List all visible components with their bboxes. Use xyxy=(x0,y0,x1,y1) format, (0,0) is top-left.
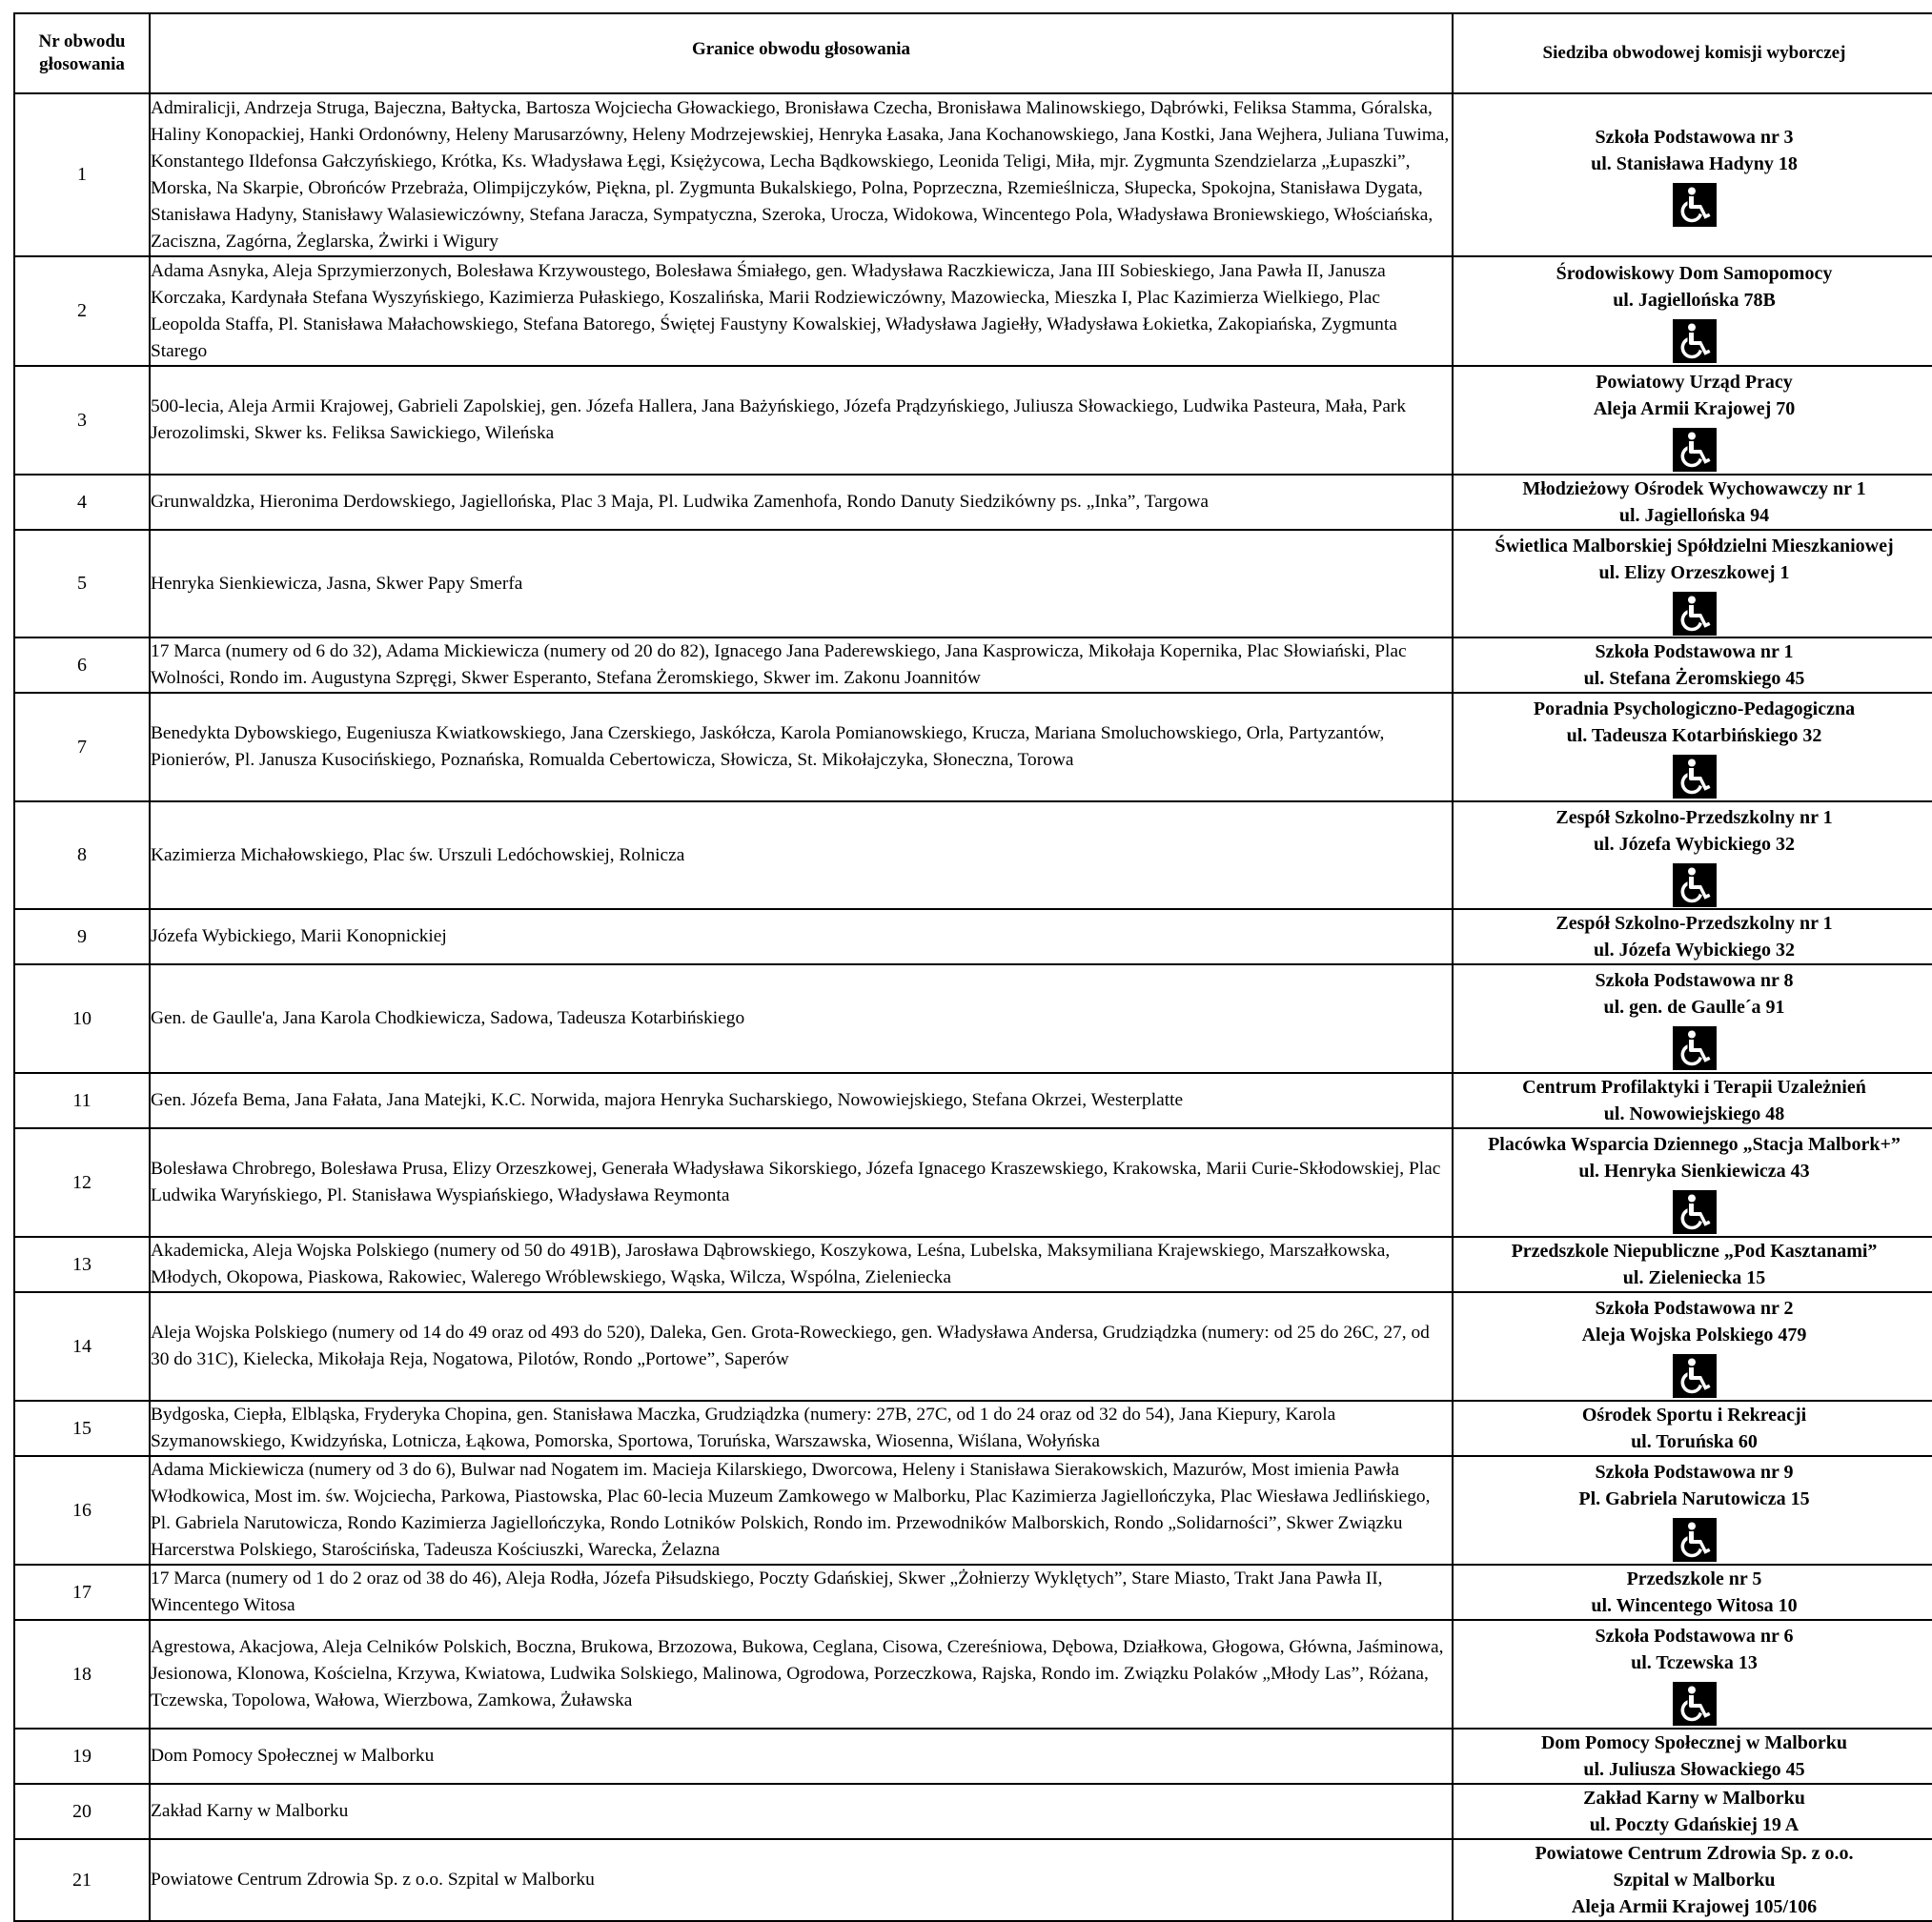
seat-address: ul. gen. de Gaulle´a 91 xyxy=(1603,997,1785,1018)
district-number: 3 xyxy=(14,366,150,475)
district-number: 2 xyxy=(14,256,150,366)
table-row xyxy=(14,1237,1932,1292)
seat-address: ul. Jagiellońska 78B xyxy=(1613,289,1776,311)
table-row xyxy=(14,1292,1932,1401)
district-streets: 17 Marca (numery od 6 do 32), Adama Mickiewicza (numery od 20 do 82), Ignacego Jana Paderewskiego, Jana Kasprowicza, Mikołaja Kopernika, Plac Słowiański, Plac Wolności, Rondo im. Augustyna Szpręgi, Skwer Esperanto, Stefana Żeromskiego, Skwer im. Zakonu Joannitów xyxy=(150,637,1453,693)
voting-districts-table xyxy=(13,12,1932,1922)
district-streets: Admiralicji, Andrzeja Struga, Bajeczna, Bałtycka, Bartosza Wojciecha Głowackiego, Bronisława Czecha, Bronisława Malinowskiego, Dąbrówki, Feliksa Stamma, Góralska, Haliny Konopackiej, Hanki Ordonówny, Heleny Marusarzówny, Heleny Modrzejewskiej, Henryka Łasaka, Jana Kochanowskiego, Jana Kostki, Jana Wejhera, Juliana Tuwima, Konstantego Ildefonsa Gałczyńskiego, Krótka, Ks. Władysława Łęgi, Księżycowa, Lecha Bądkowskiego, Leonida Teligi, Miła, mjr. Zygmunta Szendzielarza „Łupaszki”, Morska, Na Skarpie, Obrońców Przebraża, Olimpijczyków, Piękna, pl. Zygmunta Bukalskiego, Polna, Poprzeczna, Rzemieślnicza, Słupecka, Spokojna, Stanisława Dygata, Stanisława Hadyny, Stanisławy Walasiewiczówny, Stefana Jaracza, Sympatyczna, Szeroka, Urocza, Widokowa, Wincentego Pola, Władysława Broniewskiego, Włościańska, Zaciszna, Zagórna, Żeglarska, Żwirki i Wigury xyxy=(150,93,1453,256)
table-body xyxy=(14,93,1932,1921)
seat-address: ul. Nowowiejskiego 48 xyxy=(1603,1103,1785,1124)
district-streets: Adama Mickiewicza (numery od 3 do 6), Bulwar nad Nogatem im. Macieja Kilarskiego, Dworcowa, Heleny i Stanisława Sierakowskich, Mazurów, Most imienia Pawła Włodkowica, Most im. św. Wojciecha, Parkowa, Piastowska, Plac 60-lecia Muzeum Zamkowego w Malborku, Plac Kazimierza Jagiellończyka, Plac Wiesława Jedlińskiego, Pl. Gabriela Narutowicza, Rondo Kazimierza Jagiellończyka, Rondo Lotników Polskich, Rondo im. Przewodników Malborskich, Rondo „Solidarności”, Skwer Związku Harcerstwa Polskiego, Starościńska, Tadeusza Kościuszki, Warecka, Żelazna xyxy=(150,1456,1453,1565)
table-row xyxy=(14,909,1932,964)
district-number: 17 xyxy=(14,1565,150,1620)
wheelchair-icon xyxy=(1673,1354,1717,1398)
district-streets: Józefa Wybickiego, Marii Konopnickiej xyxy=(150,909,1453,964)
district-streets: Benedykta Dybowskiego, Eugeniusza Kwiatkowskiego, Jana Czerskiego, Jaskółcza, Karola Pomianowskiego, Krucza, Mariana Smoluchowskiego, Orla, Partyzantów, Pionierów, Pl. Janusza Kusocińskiego, Poznańska, Romualda Cebertowicza, Słowicza, St. Mikołajczyka, Słoneczna, Torowa xyxy=(150,693,1453,801)
seat-address: ul. Elizy Orzeszkowej 1 xyxy=(1598,561,1790,583)
seat-name: Szkoła Podstawowa nr 6 xyxy=(1595,1626,1794,1647)
header-district-number: Nr obwodu głosowania xyxy=(14,13,150,93)
wheelchair-icon xyxy=(1673,1518,1717,1562)
commission-seat xyxy=(1453,964,1932,1073)
district-number: 12 xyxy=(14,1128,150,1237)
district-streets: Bydgoska, Ciepła, Elbląska, Fryderyka Chopina, gen. Stanisława Maczka, Grudziądzka (numery: 27B, 27C, od 1 do 24 oraz od 32 do 54), Jana Kiepury, Karola Szymanowskiego, Kwidzyńska, Lotnicza, Łąkowa, Pomorska, Sportowa, Toruńska, Warszawska, Wiosenna, Wiślana, Wołyńska xyxy=(150,1401,1453,1456)
commission-seat xyxy=(1453,1620,1932,1729)
wheelchair-icon xyxy=(1673,1026,1717,1070)
commission-seat xyxy=(1453,637,1932,693)
district-number: 14 xyxy=(14,1292,150,1401)
table-header-row xyxy=(14,13,1932,93)
district-streets: Adama Asnyka, Aleja Sprzymierzonych, Bolesława Krzywoustego, Bolesława Śmiałego, gen. Władysława Raczkiewicza, Jana III Sobieskiego, Jana Pawła II, Janusza Korczaka, Kardynała Stefana Wyszyńskiego, Kazimierza Pułaskiego, Koszalińska, Marii Rodziewiczówny, Mazowiecka, Mieszka I, Plac Kazimierza Wielkiego, Plac Leopolda Staffa, Pl. Stanisława Małachowskiego, Stefana Batorego, Świętej Faustyny Kowalskiej, Władysława Jagiełły, Władysława Łokietka, Zakopiańska, Zygmunta Starego xyxy=(150,256,1453,366)
seat-name: Powiatowe Centrum Zdrowia Sp. z o.o. xyxy=(1535,1843,1854,1864)
commission-seat xyxy=(1453,1128,1932,1237)
commission-seat xyxy=(1453,366,1932,475)
wheelchair-icon xyxy=(1673,863,1717,907)
district-number: 10 xyxy=(14,964,150,1073)
table-row xyxy=(14,1073,1932,1128)
seat-name: Szkoła Podstawowa nr 9 xyxy=(1595,1462,1794,1483)
seat-address: ul. Toruńska 60 xyxy=(1631,1431,1758,1452)
district-streets: Zakład Karny w Malborku xyxy=(150,1784,1453,1839)
header-district-bounds: Granice obwodu głosowania xyxy=(150,13,1453,93)
district-number: 16 xyxy=(14,1456,150,1565)
seat-address: ul. Stanisława Hadyny 18 xyxy=(1591,152,1798,174)
seat-address: Pl. Gabriela Narutowicza 15 xyxy=(1578,1488,1810,1509)
table-row xyxy=(14,1620,1932,1729)
district-streets: Henryka Sienkiewicza, Jasna, Skwer Papy Smerfa xyxy=(150,530,1453,637)
seat-name-line2: Szpital w Malborku xyxy=(1613,1870,1776,1891)
seat-name: Świetlica Malborskiej Spółdzielni Mieszkaniowej xyxy=(1495,535,1894,556)
district-streets: Aleja Wojska Polskiego (numery od 14 do 49 oraz od 493 do 520), Daleka, Gen. Grota-Roweckiego, gen. Władysława Andersa, Grudziądzka (numery: od 25 do 26C, 27, od 30 do 31C), Kielecka, Mikołaja Reja, Nogatowa, Pilotów, Rondo „Portowe”, Saperów xyxy=(150,1292,1453,1401)
district-number: 19 xyxy=(14,1729,150,1784)
seat-address: ul. Stefana Żeromskiego 45 xyxy=(1583,668,1805,689)
seat-address: ul. Wincentego Witosa 10 xyxy=(1591,1595,1798,1616)
wheelchair-icon xyxy=(1673,183,1717,227)
seat-address: ul. Tczewska 13 xyxy=(1631,1652,1758,1673)
seat-address: Aleja Armii Krajowej 70 xyxy=(1593,398,1796,419)
seat-name: Zespół Szkolno-Przedszkolny nr 1 xyxy=(1556,913,1833,934)
table-row xyxy=(14,93,1932,256)
commission-seat xyxy=(1453,801,1932,909)
table-row xyxy=(14,1784,1932,1839)
wheelchair-icon xyxy=(1673,592,1717,636)
commission-seat xyxy=(1453,530,1932,637)
commission-seat xyxy=(1453,1073,1932,1128)
seat-name: Ośrodek Sportu i Rekreacji xyxy=(1581,1405,1807,1426)
commission-seat xyxy=(1453,1237,1932,1292)
commission-seat xyxy=(1453,909,1932,964)
commission-seat xyxy=(1453,1565,1932,1620)
table-row xyxy=(14,1839,1932,1921)
seat-name: Środowiskowy Dom Samopomocy xyxy=(1556,262,1833,284)
seat-address: Aleja Wojska Polskiego 479 xyxy=(1581,1325,1807,1345)
district-number: 21 xyxy=(14,1839,150,1921)
district-number: 13 xyxy=(14,1237,150,1292)
district-streets: Akademicka, Aleja Wojska Polskiego (numery od 50 do 491B), Jarosława Dąbrowskiego, Koszykowa, Leśna, Lubelska, Maksymiliana Krajewskiego, Marszałkowska, Młodych, Okopowa, Piaskowa, Rakowiec, Walerego Wróblewskiego, Wąska, Wilcza, Wspólna, Zieleniecka xyxy=(150,1237,1453,1292)
seat-address: ul. Poczty Gdańskiej 19 A xyxy=(1589,1814,1800,1835)
seat-name: Powiatowy Urząd Pracy xyxy=(1596,372,1793,393)
commission-seat xyxy=(1453,256,1932,366)
district-number: 1 xyxy=(14,93,150,256)
seat-name: Zakład Karny w Malborku xyxy=(1583,1788,1805,1809)
district-streets: Dom Pomocy Społecznej w Malborku xyxy=(150,1729,1453,1784)
table-row xyxy=(14,1729,1932,1784)
district-number: 4 xyxy=(14,475,150,530)
seat-name: Szkoła Podstawowa nr 2 xyxy=(1595,1298,1794,1319)
seat-name: Dom Pomocy Społecznej w Malborku xyxy=(1540,1732,1848,1753)
seat-address: ul. Juliusza Słowackiego 45 xyxy=(1583,1759,1805,1780)
wheelchair-icon xyxy=(1673,428,1717,472)
district-number: 15 xyxy=(14,1401,150,1456)
wheelchair-icon xyxy=(1673,1682,1717,1726)
district-streets: Agrestowa, Akacjowa, Aleja Celników Polskich, Boczna, Brukowa, Brzozowa, Bukowa, Ceglana, Cisowa, Czereśniowa, Dębowa, Działkowa, Głogowa, Główna, Jaśminowa, Jesionowa, Klonowa, Kościelna, Krzywa, Kwiatowa, Ludwika Solskiego, Malinowa, Ogrodowa, Porzeczkowa, Rajska, Rondo im. Związku Polaków „Młody Las”, Różana, Tczewska, Topolowa, Wałowa, Wierzbowa, Zamkowa, Żuławska xyxy=(150,1620,1453,1729)
seat-address: ul. Zieleniecka 15 xyxy=(1622,1267,1766,1288)
district-streets: Powiatowe Centrum Zdrowia Sp. z o.o. Szpital w Malborku xyxy=(150,1839,1453,1921)
district-streets: 17 Marca (numery od 1 do 2 oraz od 38 do 46), Aleja Rodła, Józefa Piłsudskiego, Poczty Gdańskiej, Skwer „Żołnierzy Wyklętych”, Stare Miasto, Trakt Jana Pawła II, Wincentego Witosa xyxy=(150,1565,1453,1620)
table-row xyxy=(14,693,1932,801)
seat-address: ul. Tadeusza Kotarbińskiego 32 xyxy=(1566,725,1822,746)
table-row xyxy=(14,475,1932,530)
wheelchair-icon xyxy=(1673,319,1717,363)
commission-seat xyxy=(1453,93,1932,256)
table-row xyxy=(14,256,1932,366)
commission-seat xyxy=(1453,693,1932,801)
seat-name: Centrum Profilaktyki i Terapii Uzależnień xyxy=(1522,1077,1866,1098)
seat-name: Zespół Szkolno-Przedszkolny nr 1 xyxy=(1556,806,1833,828)
district-number: 9 xyxy=(14,909,150,964)
district-streets: Bolesława Chrobrego, Bolesława Prusa, Elizy Orzeszkowej, Generała Władysława Sikorskiego, Józefa Ignacego Kraszewskiego, Krakowska, Marii Curie-Skłodowskiej, Plac Ludwika Waryńskiego, Pl. Stanisława Wyspiańskiego, Władysława Reymonta xyxy=(150,1128,1453,1237)
seat-name: Poradnia Psychologiczno-Pedagogiczna xyxy=(1533,698,1856,719)
table-row xyxy=(14,1128,1932,1237)
seat-name: Przedszkole Niepubliczne „Pod Kasztanami” xyxy=(1511,1241,1878,1262)
seat-name: Placówka Wsparcia Dziennego „Stacja Malbork+” xyxy=(1488,1134,1901,1155)
seat-address: ul. Józefa Wybickiego 32 xyxy=(1593,833,1796,855)
table-row xyxy=(14,530,1932,637)
district-number: 11 xyxy=(14,1073,150,1128)
district-number: 18 xyxy=(14,1620,150,1729)
seat-name: Przedszkole nr 5 xyxy=(1626,1568,1762,1589)
header-commission-seat: Siedziba obwodowej komisji wyborczej xyxy=(1453,13,1932,93)
commission-seat xyxy=(1453,1729,1932,1784)
district-number: 6 xyxy=(14,637,150,693)
table-row xyxy=(14,366,1932,475)
district-streets: Gen. de Gaulle'a, Jana Karola Chodkiewicza, Sadowa, Tadeusza Kotarbińskiego xyxy=(150,964,1453,1073)
seat-name: Szkoła Podstawowa nr 3 xyxy=(1595,126,1794,148)
commission-seat xyxy=(1453,1456,1932,1565)
document xyxy=(13,12,1932,1922)
wheelchair-icon xyxy=(1673,1190,1717,1234)
district-streets: Kazimierza Michałowskiego, Plac św. Urszuli Ledóchowskiej, Rolnicza xyxy=(150,801,1453,909)
commission-seat xyxy=(1453,1292,1932,1401)
seat-name: Młodzieżowy Ośrodek Wychowawczy nr 1 xyxy=(1522,478,1866,499)
district-number: 7 xyxy=(14,693,150,801)
wheelchair-icon xyxy=(1673,755,1717,799)
district-number: 20 xyxy=(14,1784,150,1839)
table-row xyxy=(14,1401,1932,1456)
seat-address: ul. Jagiellońska 94 xyxy=(1618,505,1770,526)
seat-address: ul. Henryka Sienkiewicza 43 xyxy=(1578,1161,1810,1182)
seat-name: Szkoła Podstawowa nr 8 xyxy=(1595,970,1794,991)
commission-seat xyxy=(1453,1401,1932,1456)
table-row xyxy=(14,801,1932,909)
table-row xyxy=(14,1456,1932,1565)
commission-seat xyxy=(1453,475,1932,530)
commission-seat xyxy=(1453,1839,1932,1921)
district-number: 8 xyxy=(14,801,150,909)
district-streets: Grunwaldzka, Hieronima Derdowskiego, Jagiellońska, Plac 3 Maja, Pl. Ludwika Zamenhofa, Rondo Danuty Siedzikówny ps. „Inka”, Targowa xyxy=(150,475,1453,530)
table-row xyxy=(14,964,1932,1073)
district-streets: 500-lecia, Aleja Armii Krajowej, Gabrieli Zapolskiej, gen. Józefa Hallera, Jana Bażyńskiego, Józefa Prądzyńskiego, Juliusza Słowackiego, Ludwika Pasteura, Mała, Park Jerozolimski, Skwer ks. Feliksa Sawickiego, Wileńska xyxy=(150,366,1453,475)
seat-address: ul. Józefa Wybickiego 32 xyxy=(1593,940,1796,961)
seat-address: Aleja Armii Krajowej 105/106 xyxy=(1571,1896,1818,1917)
table-row xyxy=(14,1565,1932,1620)
seat-name: Szkoła Podstawowa nr 1 xyxy=(1595,641,1794,662)
commission-seat xyxy=(1453,1784,1932,1839)
district-streets: Gen. Józefa Bema, Jana Fałata, Jana Matejki, K.C. Norwida, majora Henryka Sucharskiego, Nowowiejskiego, Stefana Okrzei, Westerplatte xyxy=(150,1073,1453,1128)
table-row xyxy=(14,637,1932,693)
district-number: 5 xyxy=(14,530,150,637)
